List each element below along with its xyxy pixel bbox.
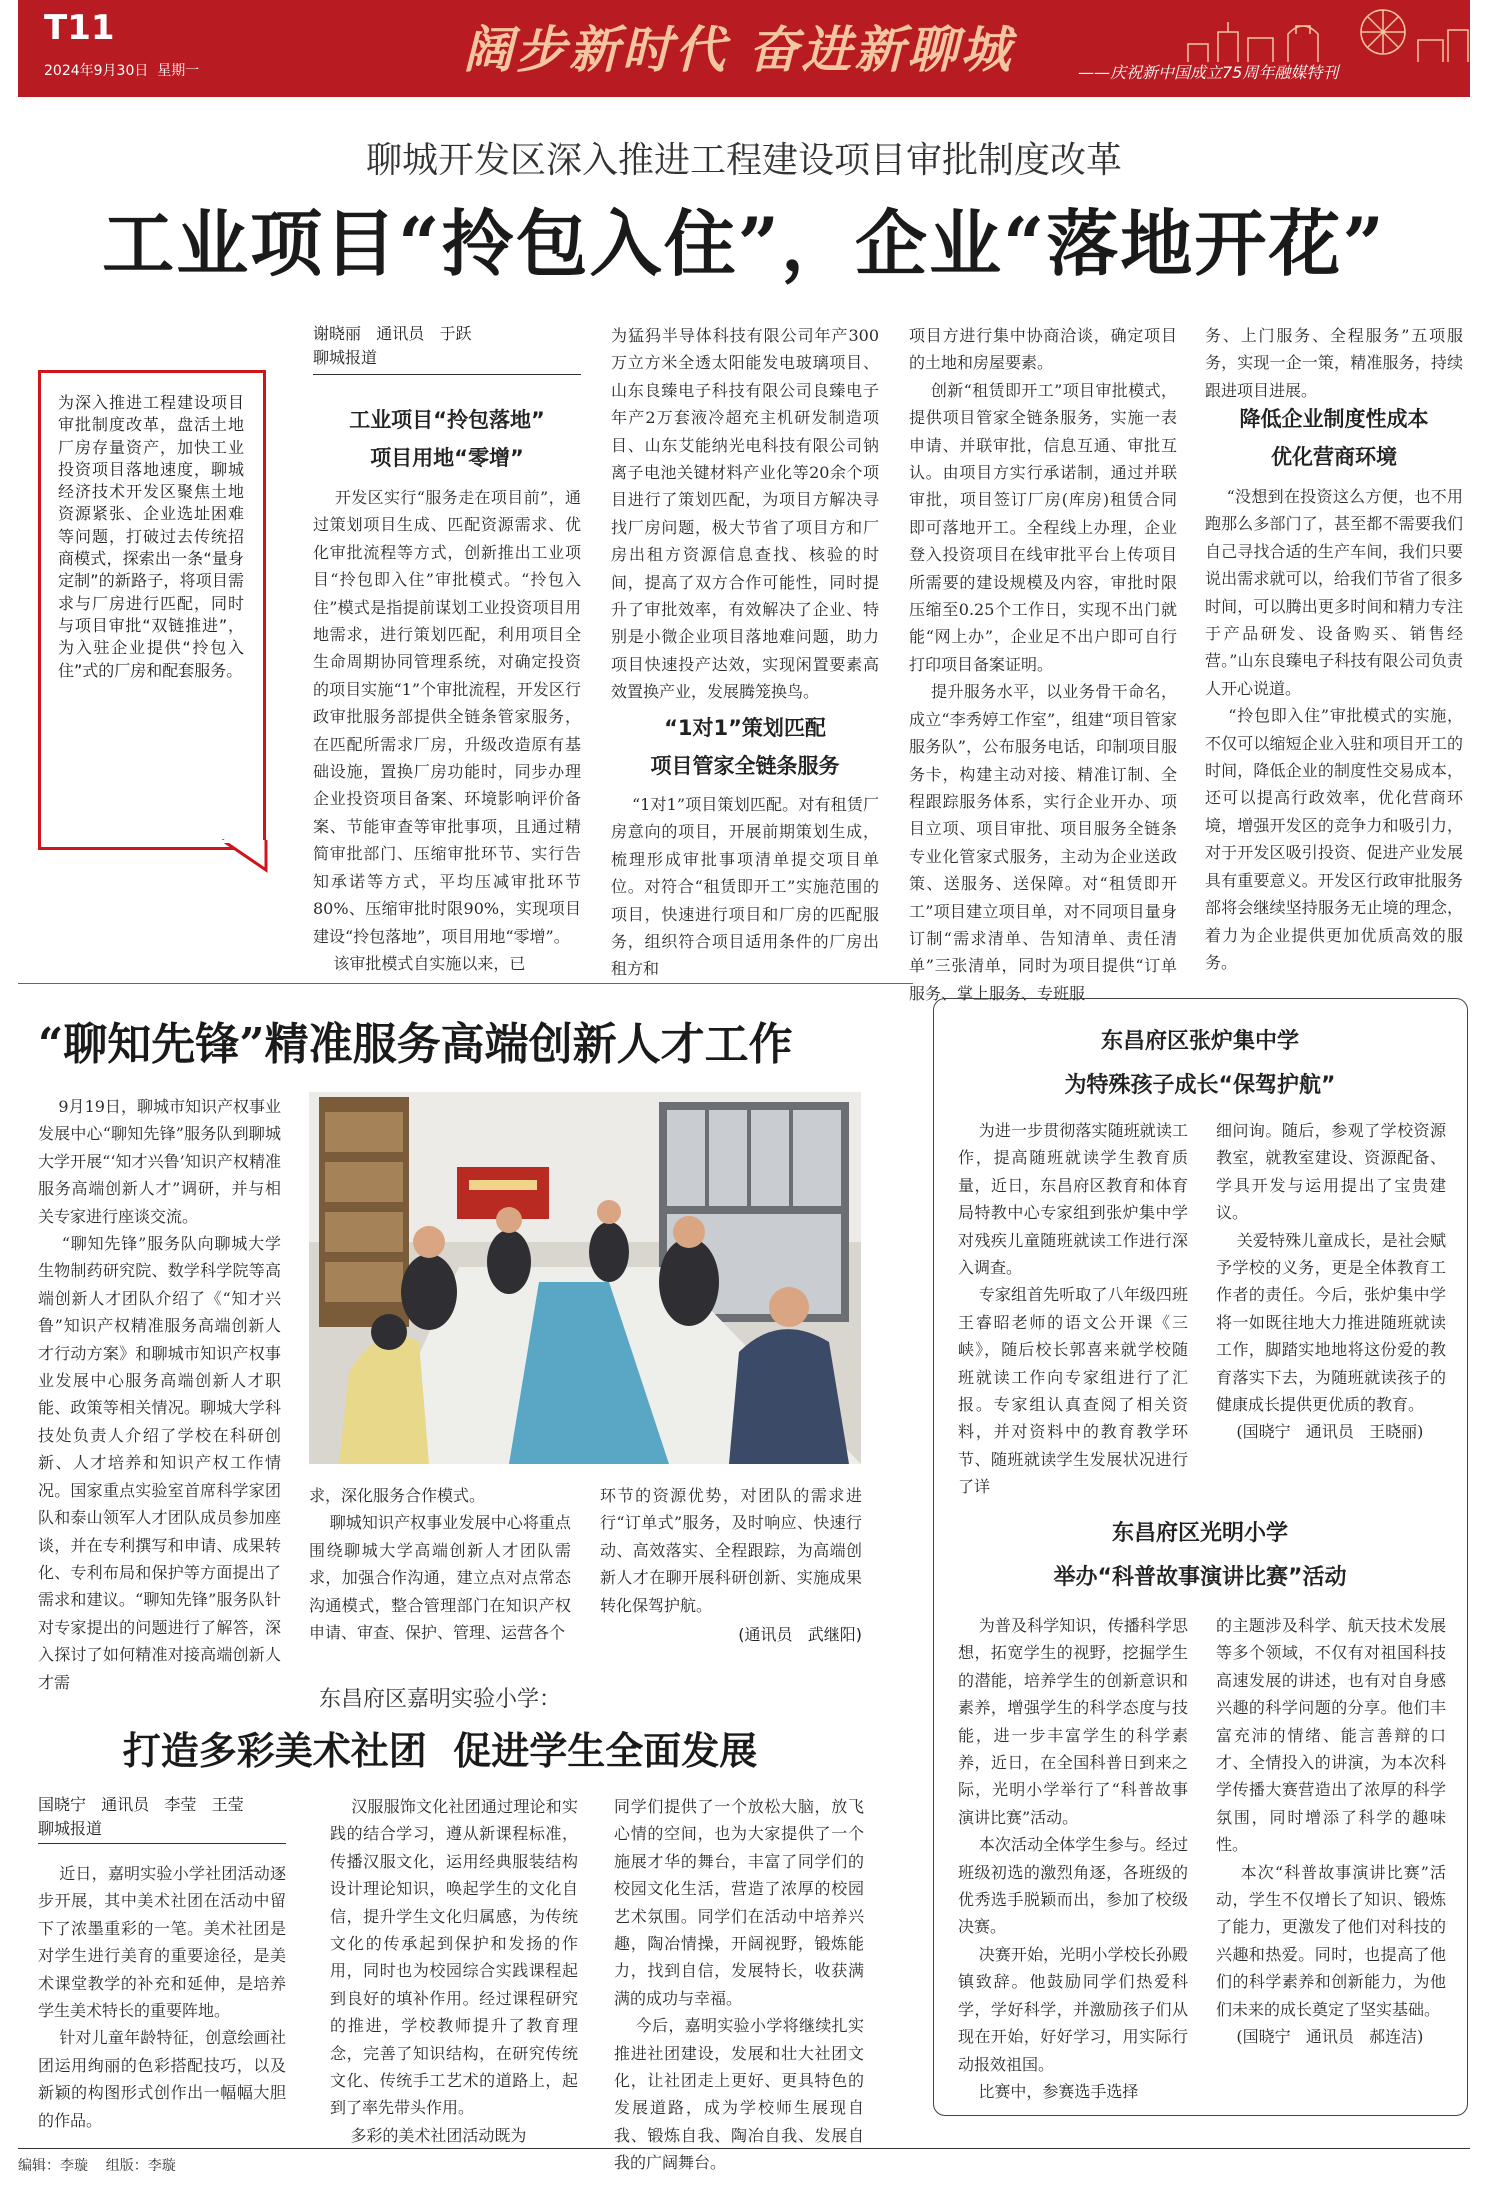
article2-col2: 求，深化服务合作模式。 聊城知识产权事业发展中心将重点围绕聊城大学高端创新人才团队需求，加强合作沟通，建立点对点常态沟通模式，整合管理部门在知识产权申请、审查、保护、管理、运营各个: [309, 1486, 571, 1643]
article1-byline: 谢晓丽 通讯员 于跃 聊城报道: [313, 324, 472, 367]
article3-title: 打造多彩美术社团 促进学生全面发展: [122, 1729, 758, 1773]
article2-col1: 9月19日，聊城市知识产权事业发展中心“聊知先锋”服务队到聊城大学开展“‘知才兴鲁’知识产权精准服务高端创新人才”调研，并与相关专家进行座谈交流。 “聊知先锋”服务队向聊城大学生物制药研究院、数学科学院等高端创新人才团队介绍了《“知才兴鲁”知识产权精准服务高端创新人才行动方案》和聊城市知识产权事业发展中心服务高端创新人才职能、政策等相关情况。聊城大学科技处负责人介绍了学校在科研创新、人才培养和知识产权工作情况。国家重点实验室首席科学家团队和泰山领军人才团队成员参加座谈，并在专利撰写和申请、成果转化、专利布局和保护等方面提出了需求和建议。“聊知先锋”服务队针对专家提出的问题进行了解答，深入探讨了如何精准对接高端创新人才需: [38, 1097, 281, 1692]
sidebar1-col2: 细问询。随后，参观了学校资源教室，就教室建设、资源配备、学具开发与运用提出了宝贵建议。 关爱特殊儿童成长，是社会赋予学校的义务，更是全体教育工作者的责任。今后，张炉集中学将一如既往地大力推进随班就读工作，脚踏实地地将这份爱的教育落实下去，为随班就读孩子的健康成长提供更优质的教育。 (国晓宁 通讯员 王晓丽): [1216, 1121, 1446, 1442]
editor-credit: 编辑：李璇 组版：李璇: [18, 2158, 176, 2174]
issue-date: 2024年9月30日 星期一: [44, 63, 200, 79]
article1-subhead-3: 降低企业制度性成本 优化营商环境: [1239, 407, 1429, 469]
sidebar1-col1: 为进一步贯彻落实随班就读工作，提高随班就读学生教育质量，近日，东昌府区教育和体育局特教中心专家组到张炉集中学对残疾儿童随班就读工作进行深入调查。 专家组首先听取了八年级四班王睿昭老师的语文公开课《三峡》，随后校长郭喜来就学校随班就读工作向专家组进行了汇报。专家组认真查阅了相关资料，并对资料中的教育教学环节、随班就读学生发展状况进行了详: [958, 1121, 1188, 1497]
sidebar2-title: 东昌府区光明小学 举办“科普故事演讲比赛”活动: [1053, 1521, 1347, 1590]
article1-col4-bottom: “没想到在投资这么方便，也不用跑那么多部门了，甚至都不需要我们自己寻找合适的生产车间，我们只要说出需求就可以，给我们节省了很多时间，可以腾出更多时间和精力专注于产品研发、设备购买、销售经营。”山东良臻电子科技有限公司负责人开心说道。 “拎包即入住”审批模式的实施，不仅可以缩短企业入驻和项目开工的时间，降低企业的制度性交易成本，还可以提高行政效率，优化营商环境，增强开发区的竞争力和吸引力，对于开发区吸引投资、促进产业发展具有重要意义。开发区行政审批服务部将会继续坚持服务无止境的理念，着力为企业提供更加优质高效的服务。: [1205, 487, 1463, 972]
article2-title: “聊知先锋”精准服务高端创新人才工作: [38, 1019, 793, 1070]
article2-credit: (通讯员 武继阳): [738, 1625, 862, 1644]
masthead-slogan: 阔步新时代 奋进新聊城: [463, 20, 1014, 79]
article3-col1: 近日，嘉明实验小学社团活动逐步开展，其中美术社团在活动中留下了浓墨重彩的一笔。美术社团是对学生进行美育的重要途径，是美术课堂教学的补充和延伸，是培养学生美术特长的重要阵地。 针对儿童年龄特征，创意绘画社团运用绚丽的色彩搭配技巧，以及新颖的构图形式创作出一幅幅大胆的作品。: [38, 1864, 286, 2130]
article3-byline-rule: [38, 1843, 286, 1844]
article1-kicker: 聊城开发区深入推进工程建设项目审批制度改革: [365, 140, 1122, 181]
article1-title: 工业项目“拎包入住”，企业“落地开花”: [102, 201, 1386, 286]
article3-byline: 国晓宁 通讯员 李莹 王莹 聊城报道: [38, 1795, 244, 1838]
masthead-banner: [18, 0, 1470, 97]
skyline-icon: [1178, 4, 1478, 64]
article1-subhead-2: “1对1”策划匹配 项目管家全链条服务: [650, 716, 840, 778]
sidebar1-title: 东昌府区张炉集中学 为特殊孩子成长“保驾护航”: [1064, 1029, 1336, 1098]
article3-col2: 汉服服饰文化社团通过理论和实践的结合学习，遵从新课程标准，传播汉服文化，运用经典服装结构设计理论知识，唤起学生的文化自信，提升学生文化归属感，为传统文化的传承起到保护和发扬的作用，同时也为校园综合实践课程起到良好的填补作用。经过课程研究的推进，学校教师提升了教育理念，完善了知识结构，在研究传统文化、传统手工艺术的道路上，起到了率先带头作用。 多彩的美术社团活动既为: [330, 1797, 578, 2145]
lead-box-pointer: [220, 840, 268, 872]
article1-col2-bottom: “1对1”项目策划匹配。对有租赁厂房意向的项目，开展前期策划生成，梳理形成审批事项清单提交项目单位。对符合“租赁即开工”实施范围的项目，快速进行项目和厂房的匹配服务，组织符合项目适用条件的厂房出租方和: [611, 795, 879, 979]
meeting-photo: [309, 1092, 861, 1464]
article1-col4-top: 务、上门服务、全程服务”五项服务，实现一企一策，精准服务，持续跟进项目进展。: [1205, 326, 1463, 400]
article3-col3: 同学们提供了一个放松大脑，放飞心情的空间，也为大家提供了一个施展才华的舞台，丰富了同学们的校园文化生活，营造了浓厚的校园艺术氛围。同学们在活动中培养兴趣，陶冶情操，开阔视野，锻炼能力，找到自信，发展特长，收获满满的成功与幸福。 今后，嘉明实验小学将继续扎实推进社团建设，发展和壮大社团文化，让社团走上更好、更具特色的发展道路，成为学校师生展现自我、锻炼自我、陶冶自我、发展自我的广阔舞台。: [614, 1797, 864, 2173]
byline-rule: [313, 374, 581, 375]
special-issue-label: ——庆祝新中国成立75周年融媒特刊: [1078, 63, 1339, 82]
page-number: T11: [44, 8, 115, 48]
article1-col2-top: 为猛犸半导体科技有限公司年产300万立方米全透太阳能发电玻璃项目、山东良臻电子科技有限公司良臻电子年产2万套液冷超充主机研发制造项目、山东艾能纳光电科技有限公司钠离子电池关键材料产业化等20余个项目进行了策划匹配，为项目方解决寻找厂房问题，极大节省了项目方和厂房出租方资源信息查找、核验的时间，提高了双方合作可能性，同时提升了审批效率，有效解决了企业、特别是小微企业项目落地难问题，助力项目快速投产达效，实现闲置要素高效置换产业，发展腾笼换鸟。: [611, 326, 879, 702]
article1-col3: 项目方进行集中协商洽谈，确定项目的土地和房屋要素。 创新“租赁即开工”项目审批模式，提供项目管家全链条服务，实施一表申请、并联审批，信息互通、审批互认。由项目方实行承诺制，通过并联审批，项目签订厂房(库房)租赁合同即可落地开工。全程线上办理，企业登入投资项目在线审批平台上传项目所需要的建设规模及内容，审批时限压缩至0.25个工作日，实现不出门就能“网上办”，企业足不出户即可自行打印项目备案证明。 提升服务水平，以业务骨干命名，成立“李秀婷工作室”，组建“项目管家服务队”，公布服务电话，印制项目服务卡，构建主动对接、精准订制、全程跟踪服务体系，实行企业开办、项目立项、项目审批、项目服务全链条专业化管家式服务，主动为企业送政策、送服务、送保障。对“租赁即开工”项目建立项目单，对不同项目量身订制“需求清单、告知清单、责任清单”三张清单，同时为项目提供“订单服务、掌上服务、专班服: [909, 326, 1177, 1003]
article1-subhead-1: 工业项目“拎包落地” 项目用地“零增”: [349, 408, 545, 470]
footer-rule: [18, 2148, 1470, 2149]
section-divider: [18, 983, 913, 984]
article1-lead: 为深入推进工程建设项目审批制度改革，盘活土地厂房存量资产，加快工业投资项目落地速度，聊城经济技术开发区聚焦土地资源紧张、企业选址困难等问题，打破过去传统招商模式，探索出一条“量身定制”的新路子，将项目需求与厂房进行匹配，同时与项目审批“双链推进”，为入驻企业提供“拎包入住”式的厂房和配套服务。: [58, 393, 244, 680]
article2-col3: 环节的资源优势，对团队的需求进行“订单式”服务，及时响应、快速行动、高效落实、全程跟踪，为高端创新人才在聊开展科研创新、实施成果转化保驾护航。: [600, 1486, 862, 1615]
sidebar2-col1: 为普及科学知识，传播科学思想，拓宽学生的视野，挖掘学生的潜能，培养学生的创新意识和素养，增强学生的科学态度与技能，进一步丰富学生的科学素养，近日，在全国科普日到来之际，光明小学举行了“科普故事演讲比赛”活动。 本次活动全体学生参与。经过班级初选的激烈角逐，各班级的优秀选手脱颖而出，参加了校级决赛。 决赛开始，光明小学校长孙殿镇致辞。他鼓励同学们热爱科学，学好科学，并激励孩子们从现在开始，好好学习，用实际行动报效祖国。 比赛中，参赛选手选择: [958, 1616, 1188, 2101]
article1-col1: 开发区实行“服务走在项目前”，通过策划项目生成、匹配资源需求、优化审批流程等方式，创新推出工业项目“拎包即入住”审批模式。“拎包入住”模式是指提前谋划工业投资项目用地需求，进行策划匹配，利用项目全生命周期协同管理系统，对确定投资的项目实施“1”个审批流程，开发区行政审批服务部提供全链条管家服务，在匹配所需求厂房，升级改造原有基础设施，置换厂房功能时，同步办理企业投资项目备案、环境影响评价备案、节能审查等审批事项，且通过精简审批部门、压缩审批环节、实行告知承诺等方式，平均压减审批环节80%、压缩审批时限90%，实现项目建设“拎包落地”，项目用地“零增”。 该审批模式自实施以来，已: [313, 488, 581, 973]
sidebar2-col2: 的主题涉及科学、航天技术发展等多个领域，不仅有对祖国科技高速发展的讲述，也有对自身感兴趣的科学问题的分享。他们丰富充沛的情绪、能言善辩的口才、全情投入的讲演，为本次科学传播大赛营造出了浓厚的科学氛围，同时增添了科学的趣味性。 本次“科普故事演讲比赛”活动，学生不仅增长了知识、锻炼了能力，更激发了他们对科技的兴趣和热爱。同时，也提高了他们的科学素养和创新能力，为他们未来的成长奠定了坚实基础。 (国晓宁 通讯员 郝连洁): [1216, 1616, 1446, 2047]
article3-kicker: 东昌府区嘉明实验小学：: [318, 1687, 561, 1712]
